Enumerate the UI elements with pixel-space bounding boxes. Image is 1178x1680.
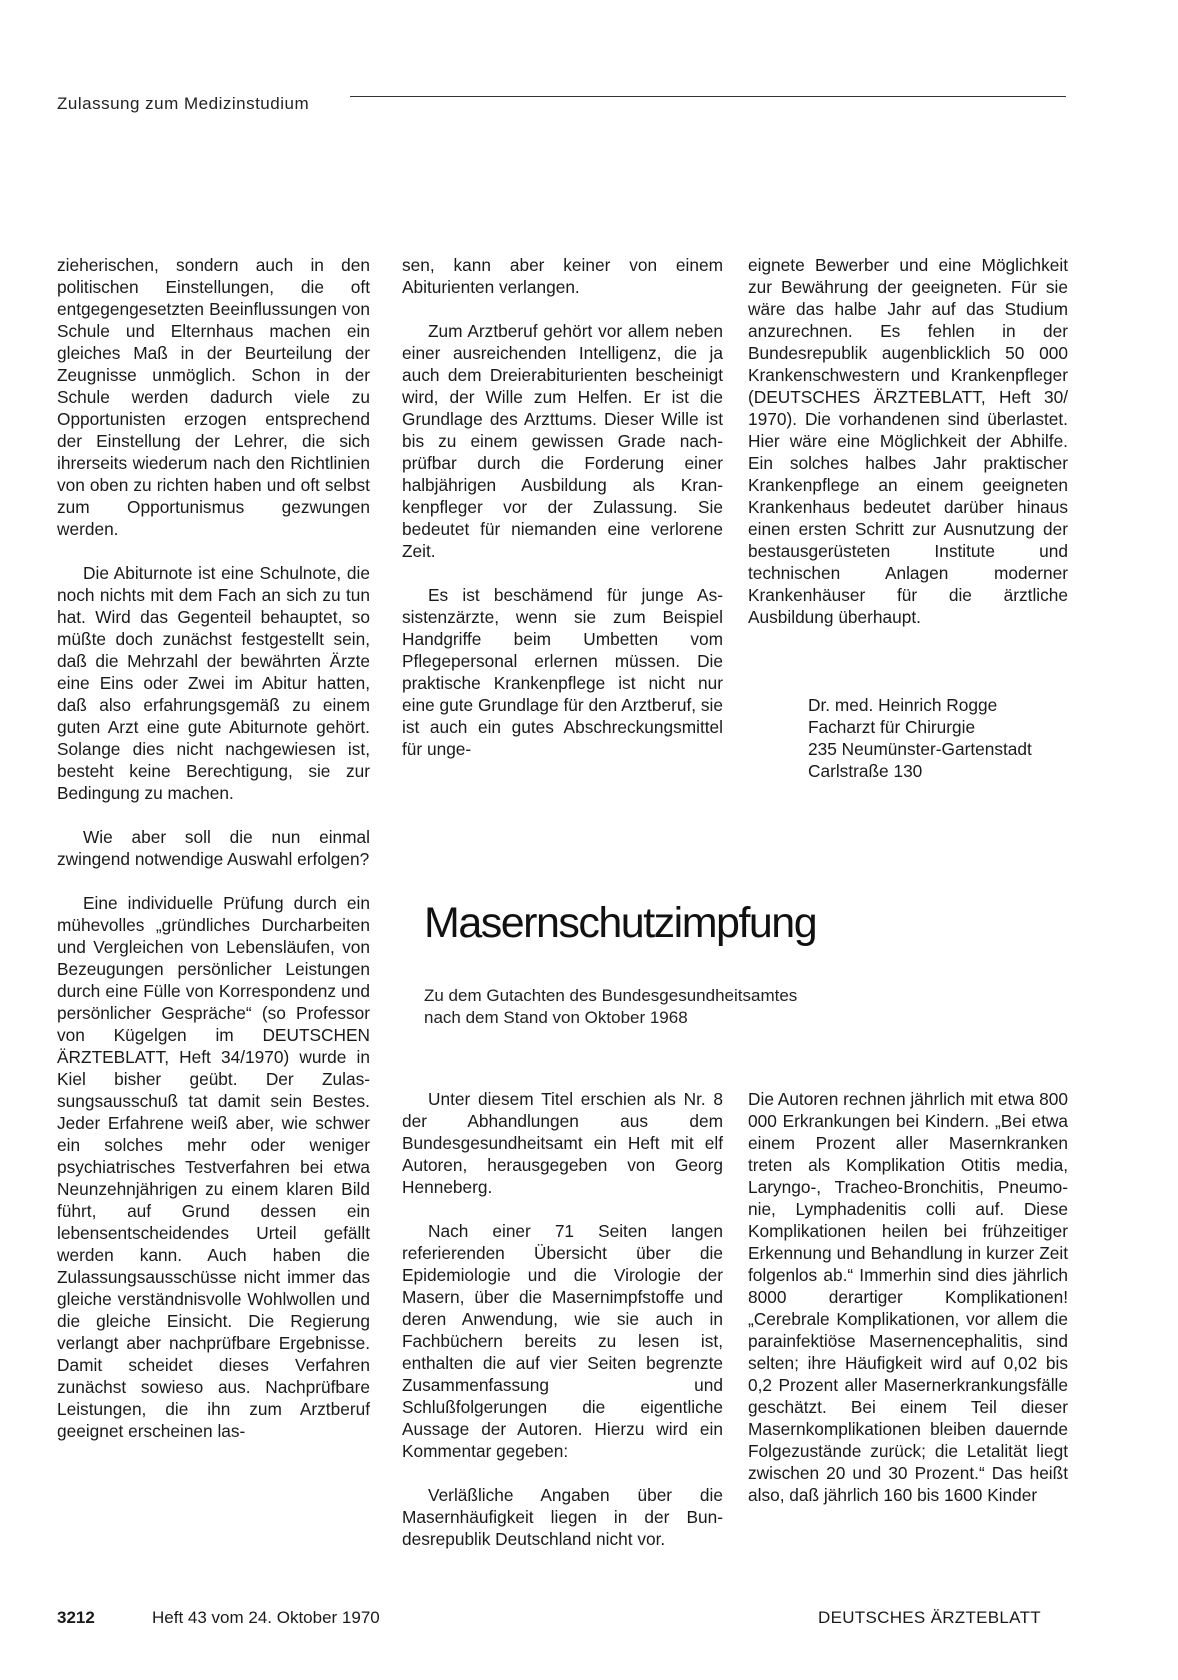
article-title: Masernschutzimpfung [424,899,817,947]
section-header: Zulassung zum Medizinstudium [57,94,310,113]
paragraph: Die Abiturnote ist eine Schulnote, die noch nichts mit dem Fach an sich zu tun hat. Wird das Gegenteil behauptet, so müßte doch zunächst festgestellt sein, daß die Mehrzahl der bewährten Ärzte eine Eins oder Zwei im Abitur hatten, daß also erfahrungsgemäß zu einem guten Arzt eine gute Abiturnote gehört. Solange dies nicht nachgewiesen ist, besteht keine Berechtigung, sie zur Bedingung zu machen. [57,563,370,803]
paragraph: Wie aber soll die nun einmal zwingend notwendige Auswahl erfolgen? [57,827,370,869]
article-subtitle [424,985,797,1029]
subtitle-line: Zu dem Gutachten des Bundesgesundheitsamtes [424,986,798,1005]
paragraph: Nach einer 71 Seiten langen referierenden Übersicht über die Epidemiologie und die Virologie der Masern, über die Masernimpfstoffe und deren Anwendung, wie sie auch in Fachbüchern bereits zu lesen ist, enthalten die auf vier Seiten begrenzte Zusammenfassung und Schlußfolgerungen die eigentliche Aussage der Autoren. Hierzu wird ein Kommentar gegeben: [402,1221,723,1461]
column-3 [748,254,1068,628]
author-city: 235 Neumünster-Gartenstadt [808,739,1032,759]
author-name: Dr. med. Heinrich Rogge [808,695,998,715]
author-street: Carlstraße 130 [808,761,923,781]
column-4 [402,1088,723,1550]
header-rule [350,96,1066,97]
subtitle-line: nach dem Stand von Oktober 1968 [424,1008,688,1027]
page-number: 3212 [57,1608,95,1627]
paragraph: Verläßliche Angaben über die Masernhäufigkeit liegen in der Bundesrepublik Deutschland nicht vor. [402,1485,723,1549]
paragraph: eignete Bewerber und eine Möglichkeit zur Bewährung der geeigneten. Für sie wäre das halbe Jahr auf das Studium anzurechnen. Es fehlen in der Bundesrepublik augenblicklich 50 000 Krankenschwestern und Krankenpfleger (DEUTSCHES ÄRZTEBLATT, Heft 30/ 1970). Die vorhandenen sind überlastet. Hier wäre eine Möglichkeit der Abhilfe. Ein solches halbes Jahr praktischer Krankenpflege an einem geeigneten Krankenhaus bedeutet darüber hinaus einen ersten Schritt zur Ausnutzung der bestausgerüsteten Institute und technischen Anlagen moderner Krankenhäuser für die ärztliche Ausbildung überhaupt. [748,255,1068,627]
journal-name: DEUTSCHES ÄRZTEBLATT [818,1608,1041,1627]
paragraph: Unter diesem Titel erschien als Nr. 8 der Abhandlungen aus dem Bundesgesundheitsamt ein Heft mit elf Autoren, herausgegeben von Georg Henneberg. [402,1089,723,1197]
column-2 [402,254,723,760]
paragraph: Die Autoren rechnen jährlich mit etwa 800 000 Erkrankungen bei Kindern. „Bei etwa einem Prozent aller Masernkranken treten als Komplikation Otitis media, Laryngo-, Tracheo-Bronchitis, Pneumonie, Lymphadenitis colli auf. Diese Komplikationen heilen bei frühzeitiger Erkennung und Behandlung in kurzer Zeit folgenlos ab.“ Immerhin sind dies jährlich 8000 derartiger Komplikationen! „Cerebrale Komplikationen, vor allem die parainfektiöse Masernencephalitis, sind selten; ihre Häufigkeit wird auf 0,02 bis 0,2 Prozent aller Masernerkrankungsfälle geschätzt. Bei einem Teil dieser Masernkomplikationen bleiben dauernde Folgezustände zurück; die Letalität liegt zwischen 20 und 30 Prozent.“ Das heißt also, daß jährlich 160 bis 1600 Kinder [748,1089,1068,1505]
author-title: Facharzt für Chirurgie [808,717,976,737]
column-1 [57,254,370,1442]
paragraph: Es ist beschämend für junge Assistenzärzte, wenn sie zum Beispiel Handgriffe beim Umbetten vom Pflegepersonal erlernen müssen. Die praktische Krankenpflege ist nicht nur eine gute Grundlage für den Arztberuf, sie ist auch ein gutes Abschreckungsmittel für unge- [402,585,723,759]
author-signature [808,694,1032,782]
paragraph: sen, kann aber keiner von einem Abiturienten verlangen. [402,255,723,297]
issue-info: Heft 43 vom 24. Oktober 1970 [152,1608,380,1627]
paragraph: Zum Arztberuf gehört vor allem neben einer ausreichenden Intelligenz, die ja auch dem Dreierabiturienten bescheinigt wird, der Wille zum Helfen. Er ist die Grundlage des Arzttums. Dieser Wille ist bis zu einem gewissen Grade nachprüfbar durch die Forderung einer halbjährigen Ausbildung als Krankenpfleger vor der Zulassung. Sie bedeutet für niemanden eine verlorene Zeit. [402,321,723,561]
paragraph: Eine individuelle Prüfung durch ein mühevolles „gründliches Durcharbeiten und Vergleichen von Lebensläufen, von Bezeugungen persönlicher Leistungen durch eine Fülle von Korrespondenz und persönlicher Gespräche“ (so Professor von Kügelgen im DEUTSCHEN ÄRZTEBLATT, Heft 34/1970) wurde in Kiel bisher geübt. Der Zulassungsausschuß tat damit sein Bestes. Jeder Erfahrene weiß aber, wie schwer ein solches mehr oder weniger psychiatrisches Testverfahren bei etwa Neunzehnjährigen zu einem klaren Bild führt, auf Grund dessen ein lebensentscheidendes Urteil gefällt werden kann. Auch haben die Zulassungsausschüsse nicht immer das gleiche verständnisvolle Wohlwollen und die gleiche Einsicht. Die Regierung verlangt aber nachprüfbare Ergebnisse. Damit scheidet dieses Verfahren zunächst sowieso aus. Nachprüfbare Leistungen, die ihn zum Arztberuf geeignet erscheinen las- [57,893,370,1441]
column-5 [748,1088,1068,1506]
paragraph: zieherischen, sondern auch in den politischen Einstellungen, die oft entgegengesetzten Beeinflussungen von Schule und Elternhaus machen ein gleiches Maß in der Beurteilung der Zeugnisse unmöglich. Schon in der Schule werden dadurch viele zu Opportunisten erzogen entsprechend der Einstellung der Lehrer, die sich ihrerseits wiederum nach den Richtlinien von oben zu richten haben und oft selbst zum Opportunismus gezwungen werden. [57,255,370,539]
